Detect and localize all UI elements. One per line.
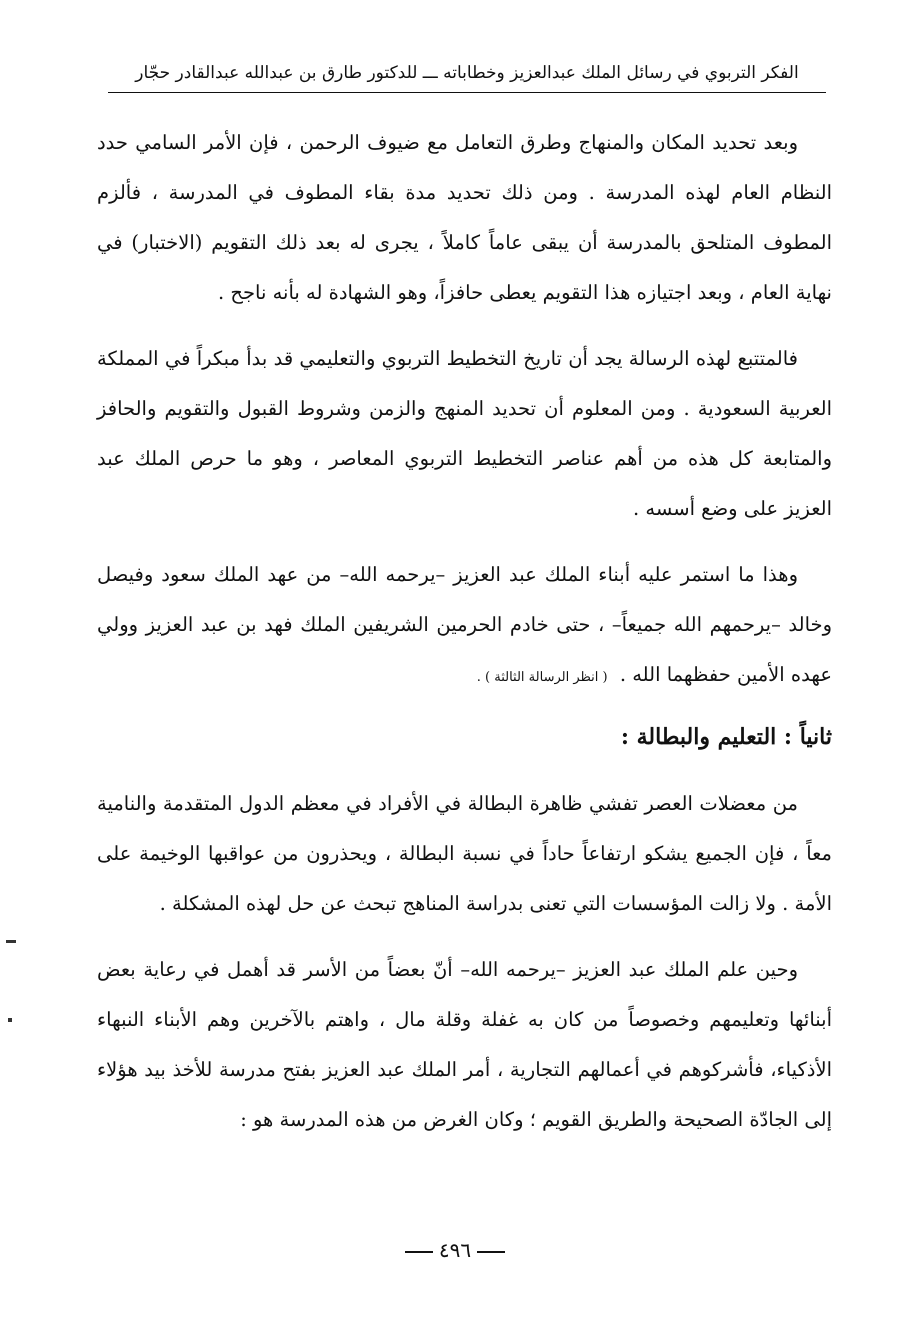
page-footer xyxy=(380,1238,530,1262)
margin-mark xyxy=(6,940,16,943)
running-header: الفكر التربوي في رسائل الملك عبدالعزيز وخطاباته ـــ للدكتور طارق بن عبدالله عبدالقادر حجّار xyxy=(108,58,826,93)
paragraph-3-text: وهذا ما استمر عليه أبناء الملك عبد العزيز –يرحمه الله– من عهد الملك سعود وفيصل وخالد –يرحمهم الله جميعاً– ، حتى خادم الحرمين الشريفين الملك فهد بن عبد العزيز وولي عهده الأمين حفظهما الله . xyxy=(97,563,832,686)
reference-note: ( انظر الرسالة الثالثة ) . xyxy=(476,670,608,685)
footer-dash-left xyxy=(477,1251,505,1253)
margin-mark xyxy=(8,1018,12,1022)
paragraph-1: وبعد تحديد المكان والمنهاج وطرق التعامل مع ضيوف الرحمن ، فإن الأمر السامي حدد النظام العام لهذه المدرسة . ومن ذلك تحديد مدة بقاء المطوف في المدرسة ، فألزم المطوف المتلحق بالمدرسة أن يبقى عاماً كاملاً ، يجرى له بعد ذلك التقويم (الاختبار) في نهاية العام ، وبعد اجتيازه هذا التقويم يعطى حافزاً، وهو الشهادة له بأنه ناجح . xyxy=(97,131,832,304)
body-text xyxy=(97,118,832,1161)
section-paragraph-2: وحين علم الملك عبد العزيز –يرحمه الله– أنّ بعضاً من الأسر قد أهمل في رعاية بعض أبنائها وتعليمهم وخصوصاً من كان به غفلة وقلة مال ، واهتم بالآخرين وهم الأبناء النبهاء الأذكياء، فأشركوهم في أعمالهم التجارية ، أمر الملك عبد العزيز بفتح مدرسة للأخذ بيد هؤلاء إلى الجادّة الصحيحة والطريق القويم ؛ وكان الغرض من هذه المدرسة هو : xyxy=(97,958,832,1131)
section-title: ثانياً : التعليم والبطالة : xyxy=(620,724,832,750)
footer-dash-right xyxy=(405,1251,433,1253)
paragraph-3 xyxy=(97,550,832,703)
section-paragraph-1: من معضلات العصر تفشي ظاهرة البطالة في الأفراد في معظم الدول المتقدمة والنامية معاً ، فإن الجميع يشكو ارتفاعاً حاداً في نسبة البطالة ، ويحذرون من عواقبها الوخيمة على الأمة . ولا زالت المؤسسات التي تعنى بدراسة المناهج تبحث عن حل لهذه المشكلة . xyxy=(97,792,832,915)
page-number: ٤٩٦ xyxy=(438,1238,472,1262)
paragraph-2: فالمتتبع لهذه الرسالة يجد أن تاريخ التخطيط التربوي والتعليمي قد بدأ مبكراً في المملكة العربية السعودية . ومن المعلوم أن تحديد المنهج والزمن وشروط القبول والتقويم والحافز والمتابعة كل هذه من أهم عناصر التخطيط التربوي المعاصر ، وهو ما حرص الملك عبد العزيز على وضع أسسه . xyxy=(97,347,832,520)
